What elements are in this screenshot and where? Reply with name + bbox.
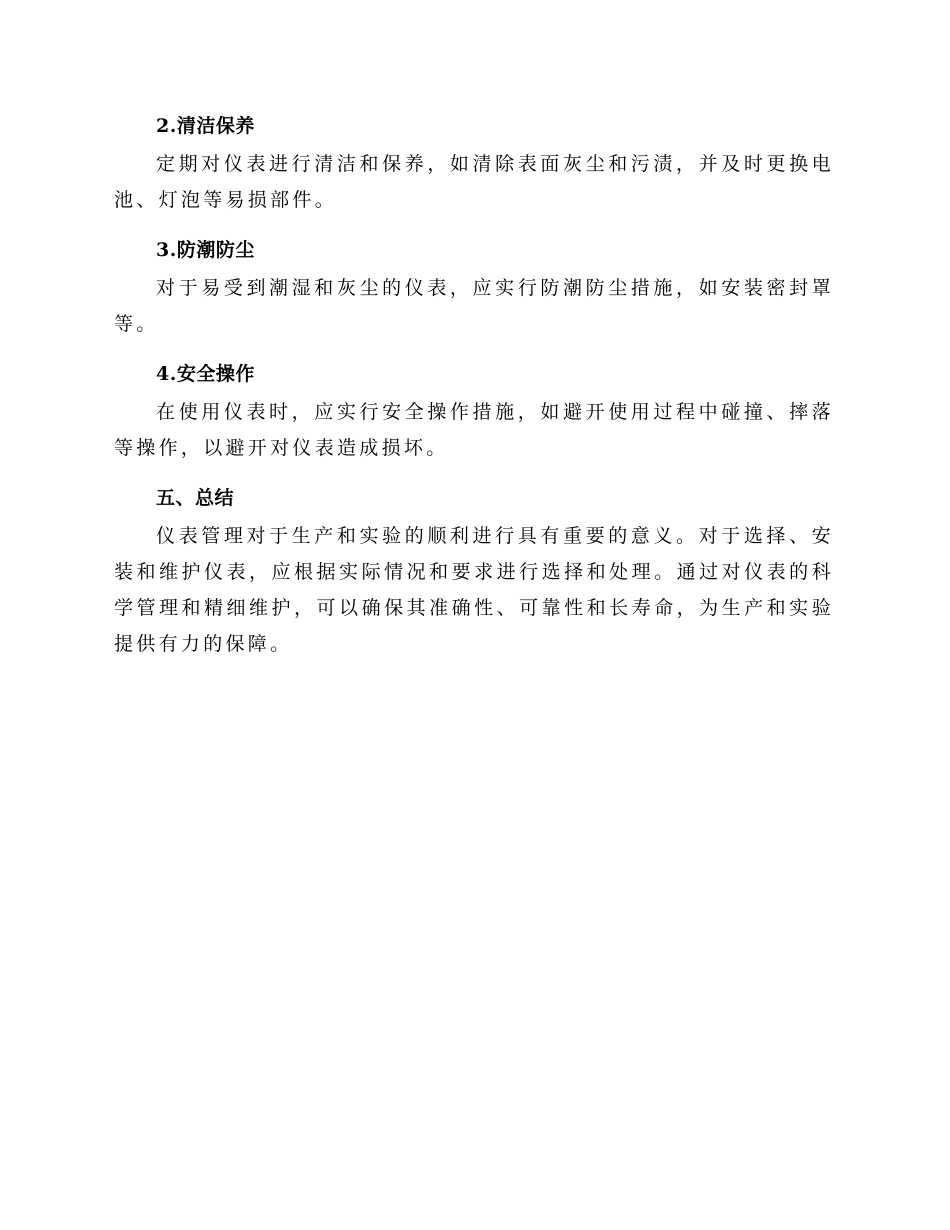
- section-paragraph-summary: 仪表管理对于生产和实验的顺利进行具有重要的意义。对于选择、安装和维护仪表，应根据实际情况和要求进行选择和处理。通过对仪表的科学管理和精细维护，可以确保其准确性、可靠性和长寿命，为生产和实验提供有力的保障。: [114, 525, 834, 655]
- section-paragraph-moisture-dust: 对于易受到潮湿和灰尘的仪表，应实行防潮防尘措施，如安装密封罩等。: [114, 277, 834, 335]
- section-paragraph-cleaning: 定期对仪表进行清洁和保养，如清除表面灰尘和污渍，并及时更换电池、灯泡等易损部件。: [114, 153, 834, 211]
- section-heading-safe-operation: 4.安全操作: [156, 363, 255, 385]
- section-paragraph-safe-operation: 在使用仪表时，应实行安全操作措施，如避开使用过程中碰撞、摔落等操作，以避开对仪表造成损坏。: [114, 401, 834, 459]
- section-heading-moisture-dust: 3.防潮防尘: [156, 239, 255, 261]
- section-heading-cleaning: 2.清洁保养: [156, 115, 255, 137]
- document-body: [114, 106, 834, 662]
- section-heading-summary: 五、总结: [156, 487, 235, 509]
